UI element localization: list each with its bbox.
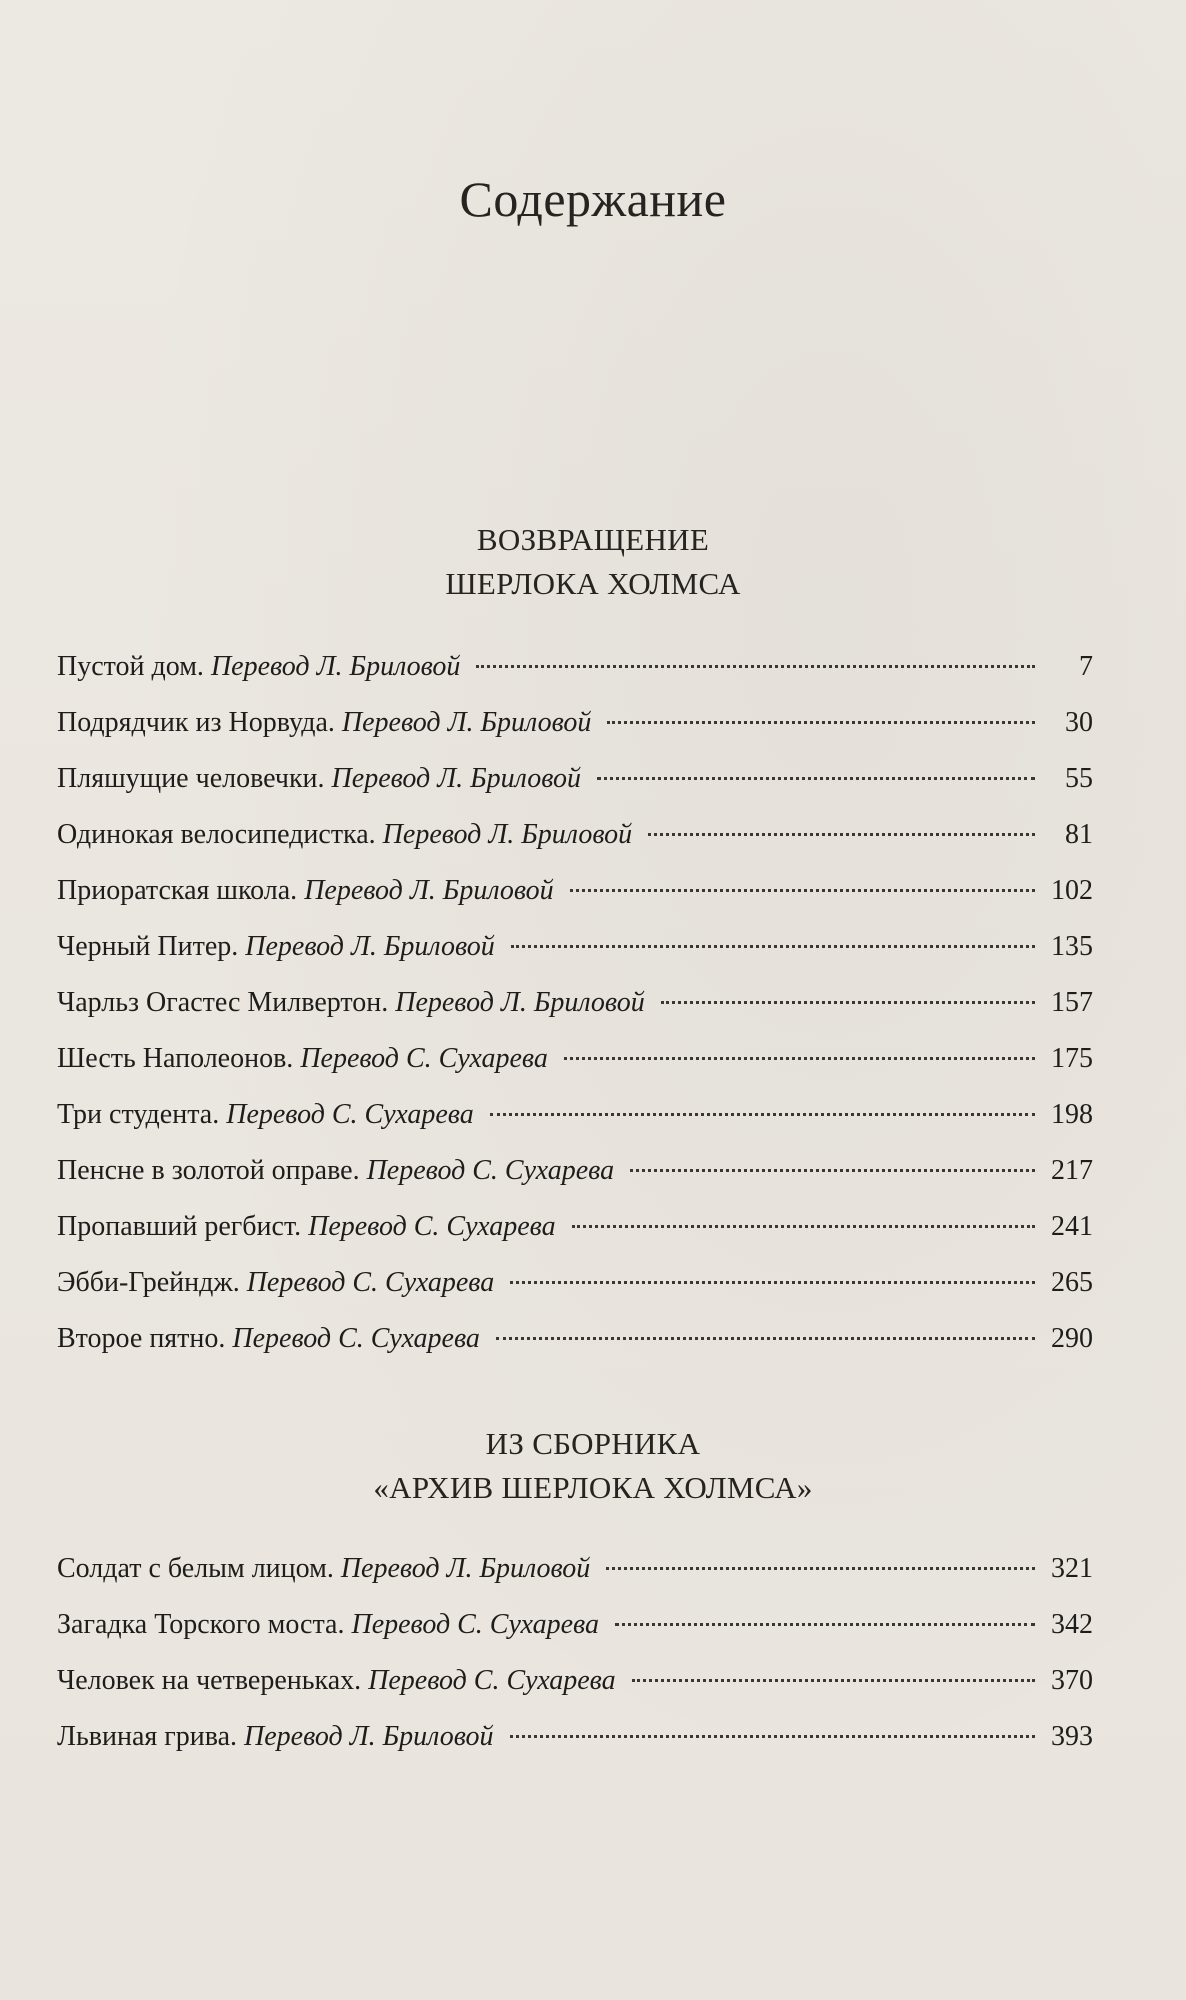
toc-entry-page: 321: [1051, 1553, 1093, 1584]
toc-entry-page: 30: [1065, 707, 1093, 738]
toc-entry-page: 342: [1051, 1609, 1093, 1640]
toc-entry-page: 135: [1051, 931, 1093, 962]
dot-leader: [607, 721, 1035, 724]
toc-entry: [57, 1541, 1093, 1597]
dot-leader: [648, 833, 1035, 836]
dot-leader: [632, 1679, 1035, 1682]
toc-entry-page: 370: [1051, 1665, 1093, 1696]
toc-entry-page: 81: [1065, 819, 1093, 850]
toc-entry-translator: Перевод С. Сухарева: [246, 1267, 495, 1298]
toc-entry-page: 393: [1051, 1721, 1093, 1752]
toc-entry-title: Пляшущие человечки. Перевод Л. Бриловой: [57, 763, 582, 794]
section-heading-line: «АРХИВ ШЕРЛОКА ХОЛМСА»: [373, 1470, 813, 1505]
dot-leader: [597, 777, 1035, 780]
toc-entry-translator: Перевод С. Сухарева: [308, 1211, 556, 1242]
toc-entry: [57, 751, 1093, 807]
toc-entry-translator: Перевод С. Сухарева: [226, 1099, 474, 1130]
toc-entry-page: 290: [1051, 1323, 1093, 1354]
toc-entry-page: 217: [1051, 1155, 1093, 1186]
toc-entry-translator: Перевод Л. Бриловой: [331, 763, 582, 794]
toc-entry: [57, 1143, 1093, 1199]
toc-entry-page: 102: [1051, 875, 1093, 906]
toc-entry-translator: Перевод Л. Бриловой: [340, 1553, 591, 1584]
toc-entry-translator: Перевод Л. Бриловой: [341, 707, 592, 738]
toc-entry-title: Одинокая велосипедистка. Перевод Л. Бриловой: [57, 819, 633, 850]
toc-entry: [57, 1031, 1093, 1087]
toc-entry: [57, 1311, 1093, 1367]
toc-entry-translator: Перевод Л. Бриловой: [245, 931, 495, 962]
toc-entry-title: Львиная грива. Перевод Л. Бриловой: [57, 1721, 494, 1752]
toc-entry-title: Шесть Наполеонов. Перевод С. Сухарева: [57, 1043, 548, 1074]
toc-entry-page: 198: [1051, 1099, 1093, 1130]
dot-leader: [476, 665, 1035, 668]
toc-entry-translator: Перевод С. Сухарева: [368, 1665, 616, 1696]
dot-leader: [496, 1337, 1035, 1340]
toc-entry-title: Чарльз Огастес Милвертон. Перевод Л. Бриловой: [57, 987, 645, 1018]
toc-entry-title: Эбби-Грейндж. Перевод С. Сухарева: [57, 1267, 495, 1298]
toc-entry-translator: Перевод Л. Бриловой: [210, 651, 461, 682]
toc-entry-translator: Перевод С. Сухарева: [366, 1155, 615, 1186]
toc-entry-page: 7: [1079, 651, 1093, 682]
toc-entry-title: Пустой дом. Перевод Л. Бриловой: [57, 651, 461, 682]
toc-entry: [57, 1709, 1093, 1765]
toc-entry-title: Загадка Торского моста. Перевод С. Сухарева: [57, 1609, 599, 1640]
toc-entry-title: Солдат с белым лицом. Перевод Л. Бриловой: [57, 1553, 591, 1584]
toc-entry: [57, 1597, 1093, 1653]
toc-entry-page: 55: [1065, 763, 1093, 794]
dot-leader: [661, 1001, 1035, 1004]
toc-list-return: [57, 639, 1093, 1367]
toc-entry-translator: Перевод С. Сухарева: [351, 1609, 599, 1640]
toc-entry-translator: Перевод С. Сухарева: [300, 1043, 548, 1074]
toc-entry: [57, 1087, 1093, 1143]
section-heading-archive: [0, 1422, 1186, 1510]
toc-entry-title: Пропавший регбист. Перевод С. Сухарева: [57, 1211, 556, 1242]
toc-entry: [57, 1255, 1093, 1311]
toc-entry-title: Приоратская школа. Перевод Л. Бриловой: [57, 875, 554, 906]
toc-list-archive: [57, 1541, 1093, 1765]
section-heading-line: ШЕРЛОКА ХОЛМСА: [445, 566, 741, 601]
toc-entry: [57, 807, 1093, 863]
dot-leader: [511, 945, 1035, 948]
toc-entry-translator: Перевод Л. Бриловой: [244, 1721, 494, 1752]
toc-entry-title: Второе пятно. Перевод С. Сухарева: [57, 1323, 480, 1354]
dot-leader: [606, 1567, 1035, 1570]
section-heading-line: ИЗ СБОРНИКА: [485, 1426, 701, 1461]
toc-entry-title: Три студента. Перевод С. Сухарева: [57, 1099, 474, 1130]
toc-entry-title: Черный Питер. Перевод Л. Бриловой: [57, 931, 495, 962]
dot-leader: [510, 1735, 1036, 1738]
toc-entry: [57, 975, 1093, 1031]
toc-entry: [57, 863, 1093, 919]
toc-entry: [57, 1199, 1093, 1255]
dot-leader: [490, 1113, 1035, 1116]
toc-entry-title: Человек на четвереньках. Перевод С. Сухарева: [57, 1665, 616, 1696]
section-heading-return: [0, 518, 1186, 606]
dot-leader: [570, 889, 1035, 892]
dot-leader: [510, 1281, 1035, 1284]
page-title: Содержание: [459, 171, 727, 227]
toc-entry-page: 175: [1051, 1043, 1093, 1074]
toc-entry: [57, 919, 1093, 975]
dot-leader: [564, 1057, 1035, 1060]
section-heading-line: ВОЗВРАЩЕНИЕ: [476, 522, 710, 557]
toc-entry-translator: Перевод Л. Бриловой: [304, 875, 554, 906]
dot-leader: [615, 1623, 1035, 1626]
toc-entry-page: 265: [1051, 1267, 1093, 1298]
toc-entry-page: 241: [1051, 1211, 1093, 1242]
toc-entry-translator: Перевод Л. Бриловой: [382, 819, 633, 850]
toc-entry: [57, 695, 1093, 751]
toc-entry-translator: Перевод С. Сухарева: [232, 1323, 480, 1354]
toc-entry-title: Пенсне в золотой оправе. Перевод С. Сухарева: [57, 1155, 615, 1186]
dot-leader: [630, 1169, 1035, 1172]
toc-entry-translator: Перевод Л. Бриловой: [395, 987, 645, 1018]
toc-entry: [57, 1653, 1093, 1709]
toc-entry: [57, 639, 1093, 695]
toc-entry-title: Подрядчик из Норвуда. Перевод Л. Бриловой: [57, 707, 592, 738]
toc-entry-page: 157: [1051, 987, 1093, 1018]
dot-leader: [572, 1225, 1035, 1228]
